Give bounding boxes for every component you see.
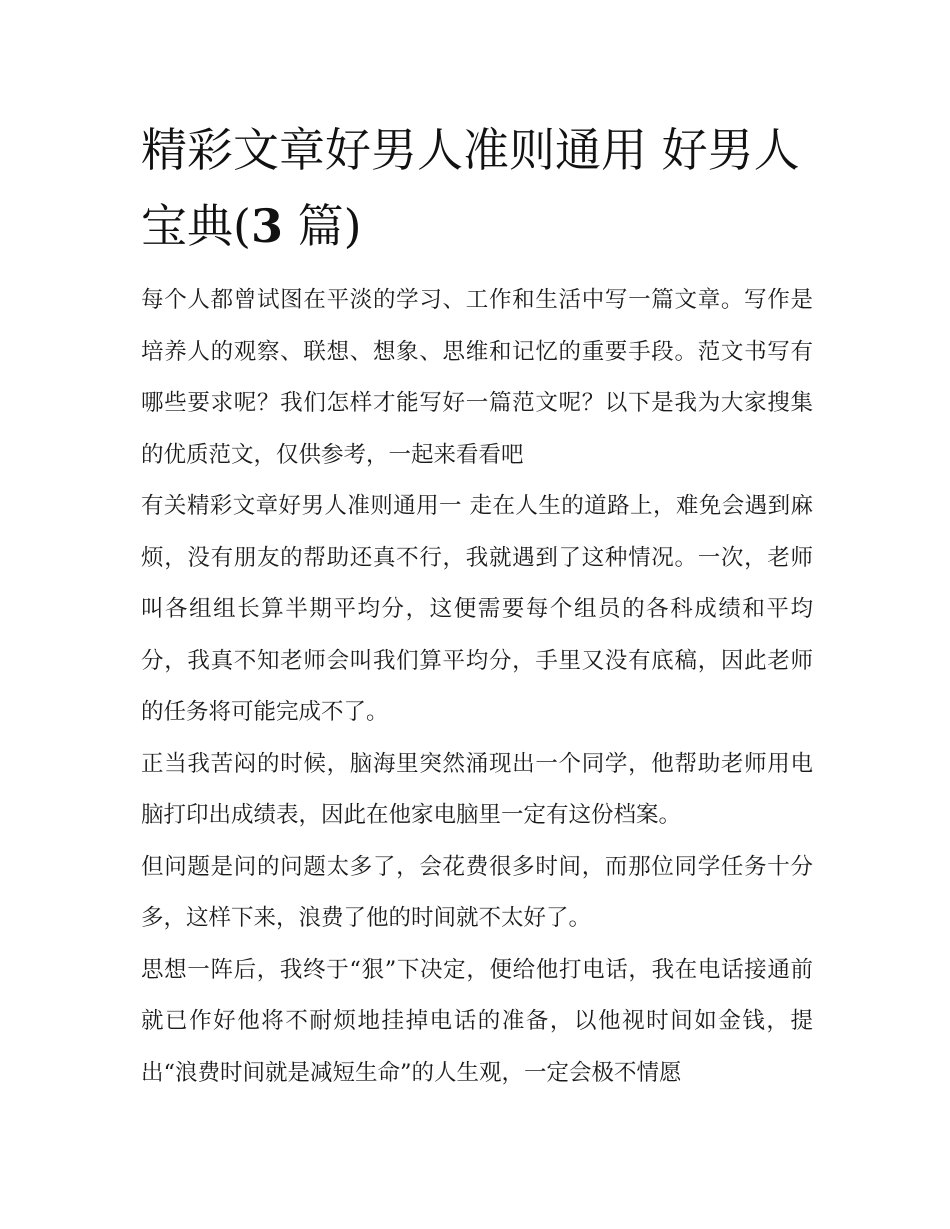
title-text-part1: 精彩文章好男人准则通用 好男人宝典( <box>141 123 800 253</box>
document-title <box>141 112 813 264</box>
paragraph-decision: 思想一阵后，我终于“狠”下决定，便给他打电话，我在电话接通前就已作好他将不耐烦地挂掉电话的准备，以他视时间如金钱，提出“浪费时间就是减短生命”的人生观，一定会极不情愿 <box>141 956 813 1086</box>
title-number: 3 <box>250 199 283 253</box>
paragraph-problem: 但问题是问的问题太多了，会花费很多时间，而那位同学任务十分多，这样下来，浪费了他的时间就不太好了。 <box>141 853 813 931</box>
paragraph-intro: 每个人都曾试图在平淡的学习、工作和生活中写一篇文章。写作是培养人的观察、联想、想象、思维和记忆的重要手段。范文书写有哪些要求呢？我们怎样才能写好一篇范文呢？以下是我为大家搜集的优质范文，仅供参考，一起来看看吧 <box>141 287 813 468</box>
paragraph-story-start: 有关精彩文章好男人准则通用一 走在人生的道路上，难免会遇到麻烦，没有朋友的帮助还真不行，我就遇到了这种情况。一次，老师叫各组组长算半期平均分，这便需要每个组员的各科成绩和平均分，我真不知老师会叫我们算平均分，手里又没有底稿，因此老师的任务将可能完成不了。 <box>141 493 813 725</box>
title-text-part2: 篇) <box>282 199 362 253</box>
document-body <box>141 275 813 1099</box>
document-content <box>141 112 813 1099</box>
paragraph-classmate-idea: 正当我苦闷的时候，脑海里突然涌现出一个同学，他帮助老师用电脑打印出成绩表，因此在他家电脑里一定有这份档案。 <box>141 750 813 828</box>
